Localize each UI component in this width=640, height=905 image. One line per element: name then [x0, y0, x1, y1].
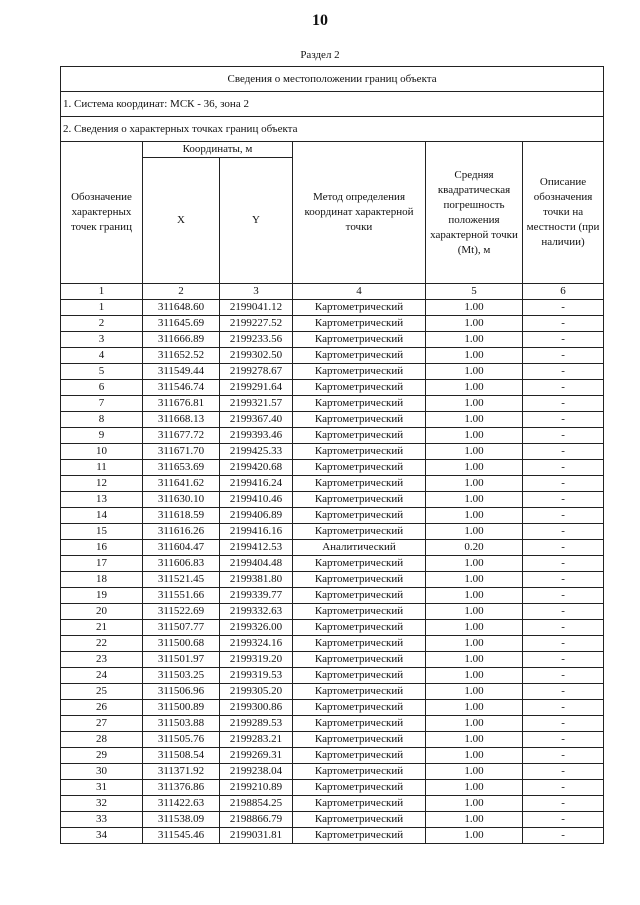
y-coordinate-cell: 2199291.64 [220, 380, 293, 396]
method-cell: Картометрический [293, 428, 426, 444]
header-y: Y [220, 158, 293, 284]
accuracy-cell: 1.00 [426, 572, 523, 588]
x-coordinate-cell: 311666.89 [143, 332, 220, 348]
y-coordinate-cell: 2199410.46 [220, 492, 293, 508]
description-cell: - [523, 588, 604, 604]
point-number-cell: 17 [61, 556, 143, 572]
y-coordinate-cell: 2199321.57 [220, 396, 293, 412]
method-cell: Картометрический [293, 316, 426, 332]
table-row [61, 540, 604, 556]
accuracy-cell: 1.00 [426, 508, 523, 524]
x-coordinate-cell: 311551.66 [143, 588, 220, 604]
points-heading: 2. Сведения о характерных точках границ объекта [61, 117, 604, 142]
method-cell: Картометрический [293, 396, 426, 412]
method-cell: Картометрический [293, 812, 426, 828]
point-number-cell: 33 [61, 812, 143, 828]
accuracy-cell: 1.00 [426, 364, 523, 380]
table-row [61, 300, 604, 316]
point-number-cell: 6 [61, 380, 143, 396]
method-cell: Картометрический [293, 588, 426, 604]
x-coordinate-cell: 311668.13 [143, 412, 220, 428]
x-coordinate-cell: 311676.81 [143, 396, 220, 412]
point-number-cell: 34 [61, 828, 143, 844]
point-number-cell: 21 [61, 620, 143, 636]
method-cell: Картометрический [293, 380, 426, 396]
y-coordinate-cell: 2199233.56 [220, 332, 293, 348]
accuracy-cell: 1.00 [426, 764, 523, 780]
accuracy-cell: 1.00 [426, 732, 523, 748]
table-row [61, 428, 604, 444]
table-row [61, 652, 604, 668]
point-number-cell: 23 [61, 652, 143, 668]
description-cell: - [523, 716, 604, 732]
method-cell: Картометрический [293, 620, 426, 636]
accuracy-cell: 1.00 [426, 684, 523, 700]
point-number-cell: 30 [61, 764, 143, 780]
point-number-cell: 22 [61, 636, 143, 652]
accuracy-cell: 1.00 [426, 556, 523, 572]
description-cell: - [523, 796, 604, 812]
table-row [61, 748, 604, 764]
accuracy-cell: 1.00 [426, 796, 523, 812]
x-coordinate-cell: 311371.92 [143, 764, 220, 780]
accuracy-cell: 1.00 [426, 380, 523, 396]
x-coordinate-cell: 311508.54 [143, 748, 220, 764]
table-row [61, 572, 604, 588]
x-coordinate-cell: 311422.63 [143, 796, 220, 812]
table-row [61, 412, 604, 428]
point-number-cell: 26 [61, 700, 143, 716]
description-cell: - [523, 604, 604, 620]
y-coordinate-cell: 2199041.12 [220, 300, 293, 316]
y-coordinate-cell: 2199381.80 [220, 572, 293, 588]
accuracy-cell: 1.00 [426, 700, 523, 716]
x-coordinate-cell: 311653.69 [143, 460, 220, 476]
accuracy-cell: 1.00 [426, 620, 523, 636]
point-number-cell: 31 [61, 780, 143, 796]
accuracy-cell: 1.00 [426, 492, 523, 508]
point-number-cell: 19 [61, 588, 143, 604]
header-description: Описание обозначения точки на местности (при наличии) [523, 142, 604, 284]
description-cell: - [523, 396, 604, 412]
description-cell: - [523, 812, 604, 828]
accuracy-cell: 1.00 [426, 300, 523, 316]
column-number: 1 [61, 284, 143, 300]
description-cell: - [523, 556, 604, 572]
accuracy-cell: 1.00 [426, 604, 523, 620]
x-coordinate-cell: 311506.96 [143, 684, 220, 700]
x-coordinate-cell: 311538.09 [143, 812, 220, 828]
description-cell: - [523, 332, 604, 348]
table-row [61, 492, 604, 508]
table-row [61, 460, 604, 476]
y-coordinate-cell: 2199300.86 [220, 700, 293, 716]
x-coordinate-cell: 311503.25 [143, 668, 220, 684]
x-coordinate-cell: 311648.60 [143, 300, 220, 316]
y-coordinate-cell: 2199269.31 [220, 748, 293, 764]
description-cell: - [523, 764, 604, 780]
method-cell: Картометрический [293, 508, 426, 524]
point-number-cell: 1 [61, 300, 143, 316]
accuracy-cell: 1.00 [426, 748, 523, 764]
description-cell: - [523, 524, 604, 540]
x-coordinate-cell: 311500.68 [143, 636, 220, 652]
method-cell: Картометрический [293, 492, 426, 508]
method-cell: Картометрический [293, 684, 426, 700]
table-row [61, 780, 604, 796]
point-number-cell: 20 [61, 604, 143, 620]
y-coordinate-cell: 2199406.89 [220, 508, 293, 524]
y-coordinate-cell: 2199420.68 [220, 460, 293, 476]
table-row [61, 588, 604, 604]
accuracy-cell: 1.00 [426, 476, 523, 492]
table-row [61, 668, 604, 684]
table-row [61, 684, 604, 700]
table-row [61, 348, 604, 364]
accuracy-cell: 1.00 [426, 332, 523, 348]
x-coordinate-cell: 311645.69 [143, 316, 220, 332]
point-number-cell: 18 [61, 572, 143, 588]
description-cell: - [523, 428, 604, 444]
method-cell: Картометрический [293, 716, 426, 732]
description-cell: - [523, 540, 604, 556]
y-coordinate-cell: 2199367.40 [220, 412, 293, 428]
y-coordinate-cell: 2199210.89 [220, 780, 293, 796]
y-coordinate-cell: 2199412.53 [220, 540, 293, 556]
y-coordinate-cell: 2199238.04 [220, 764, 293, 780]
table-row [61, 332, 604, 348]
description-cell: - [523, 444, 604, 460]
description-cell: - [523, 348, 604, 364]
accuracy-cell: 1.00 [426, 812, 523, 828]
x-coordinate-cell: 311641.62 [143, 476, 220, 492]
accuracy-cell: 0.20 [426, 540, 523, 556]
coordinate-system: 1. Система координат: МСК - 36, зона 2 [61, 92, 604, 117]
method-cell: Картометрический [293, 556, 426, 572]
y-coordinate-cell: 2199339.77 [220, 588, 293, 604]
accuracy-cell: 1.00 [426, 348, 523, 364]
method-cell: Картометрический [293, 828, 426, 844]
x-coordinate-cell: 311606.83 [143, 556, 220, 572]
section-label: Раздел 2 [300, 49, 340, 61]
accuracy-cell: 1.00 [426, 652, 523, 668]
point-number-cell: 28 [61, 732, 143, 748]
y-coordinate-cell: 2199319.20 [220, 652, 293, 668]
table-row [61, 604, 604, 620]
y-coordinate-cell: 2199031.81 [220, 828, 293, 844]
description-cell: - [523, 572, 604, 588]
header-coordinates: Координаты, м [143, 142, 293, 158]
point-number-cell: 12 [61, 476, 143, 492]
description-cell: - [523, 412, 604, 428]
y-coordinate-cell: 2199404.48 [220, 556, 293, 572]
description-cell: - [523, 300, 604, 316]
table-row [61, 396, 604, 412]
description-cell: - [523, 492, 604, 508]
method-cell: Картометрический [293, 604, 426, 620]
point-number-cell: 7 [61, 396, 143, 412]
point-number-cell: 3 [61, 332, 143, 348]
y-coordinate-cell: 2199283.21 [220, 732, 293, 748]
point-number-cell: 2 [61, 316, 143, 332]
accuracy-cell: 1.00 [426, 780, 523, 796]
accuracy-cell: 1.00 [426, 668, 523, 684]
description-cell: - [523, 508, 604, 524]
y-coordinate-cell: 2199324.16 [220, 636, 293, 652]
description-cell: - [523, 684, 604, 700]
table-row [61, 380, 604, 396]
accuracy-cell: 1.00 [426, 460, 523, 476]
point-number-cell: 32 [61, 796, 143, 812]
point-number-cell: 29 [61, 748, 143, 764]
point-number-cell: 11 [61, 460, 143, 476]
description-cell: - [523, 668, 604, 684]
y-coordinate-cell: 2198866.79 [220, 812, 293, 828]
point-number-cell: 13 [61, 492, 143, 508]
x-coordinate-cell: 311501.97 [143, 652, 220, 668]
method-cell: Картометрический [293, 636, 426, 652]
accuracy-cell: 1.00 [426, 524, 523, 540]
column-number: 4 [293, 284, 426, 300]
x-coordinate-cell: 311503.88 [143, 716, 220, 732]
method-cell: Картометрический [293, 780, 426, 796]
method-cell: Картометрический [293, 668, 426, 684]
x-coordinate-cell: 311521.45 [143, 572, 220, 588]
x-coordinate-cell: 311677.72 [143, 428, 220, 444]
x-coordinate-cell: 311507.77 [143, 620, 220, 636]
y-coordinate-cell: 2199302.50 [220, 348, 293, 364]
accuracy-cell: 1.00 [426, 444, 523, 460]
y-coordinate-cell: 2199227.52 [220, 316, 293, 332]
x-coordinate-cell: 311616.26 [143, 524, 220, 540]
description-cell: - [523, 780, 604, 796]
header-designation: Обозначение характерных точек границ [61, 142, 143, 284]
point-number-cell: 27 [61, 716, 143, 732]
x-coordinate-cell: 311505.76 [143, 732, 220, 748]
table-row [61, 364, 604, 380]
table-title: Сведения о местоположении границ объекта [61, 67, 604, 92]
point-number-cell: 16 [61, 540, 143, 556]
method-cell: Картометрический [293, 652, 426, 668]
y-coordinate-cell: 2199326.00 [220, 620, 293, 636]
table-row [61, 732, 604, 748]
y-coordinate-cell: 2199416.16 [220, 524, 293, 540]
y-coordinate-cell: 2199305.20 [220, 684, 293, 700]
method-cell: Картометрический [293, 732, 426, 748]
x-coordinate-cell: 311618.59 [143, 508, 220, 524]
x-coordinate-cell: 311522.69 [143, 604, 220, 620]
y-coordinate-cell: 2199393.46 [220, 428, 293, 444]
y-coordinate-cell: 2198854.25 [220, 796, 293, 812]
x-coordinate-cell: 311652.52 [143, 348, 220, 364]
description-cell: - [523, 652, 604, 668]
method-cell: Картометрический [293, 348, 426, 364]
description-cell: - [523, 732, 604, 748]
method-cell: Картометрический [293, 364, 426, 380]
point-number-cell: 4 [61, 348, 143, 364]
table-row [61, 620, 604, 636]
table-row [61, 508, 604, 524]
point-number-cell: 10 [61, 444, 143, 460]
table-row [61, 316, 604, 332]
method-cell: Картометрический [293, 460, 426, 476]
method-cell: Картометрический [293, 444, 426, 460]
description-cell: - [523, 620, 604, 636]
description-cell: - [523, 316, 604, 332]
accuracy-cell: 1.00 [426, 828, 523, 844]
y-coordinate-cell: 2199416.24 [220, 476, 293, 492]
method-cell: Картометрический [293, 748, 426, 764]
x-coordinate-cell: 311546.74 [143, 380, 220, 396]
method-cell: Картометрический [293, 764, 426, 780]
table-row [61, 524, 604, 540]
header-accuracy: Средняя квадратическая погрешность положения характерной точки (Mt), м [426, 142, 523, 284]
method-cell: Картометрический [293, 476, 426, 492]
point-number-cell: 25 [61, 684, 143, 700]
x-coordinate-cell: 311604.47 [143, 540, 220, 556]
x-coordinate-cell: 311630.10 [143, 492, 220, 508]
accuracy-cell: 1.00 [426, 636, 523, 652]
description-cell: - [523, 460, 604, 476]
x-coordinate-cell: 311671.70 [143, 444, 220, 460]
column-number: 3 [220, 284, 293, 300]
x-coordinate-cell: 311376.86 [143, 780, 220, 796]
table-row [61, 764, 604, 780]
accuracy-cell: 1.00 [426, 316, 523, 332]
x-coordinate-cell: 311549.44 [143, 364, 220, 380]
page-number: 10 [312, 12, 328, 29]
point-number-cell: 15 [61, 524, 143, 540]
description-cell: - [523, 828, 604, 844]
point-number-cell: 8 [61, 412, 143, 428]
method-cell: Картометрический [293, 412, 426, 428]
boundary-points-table [60, 66, 604, 844]
method-cell: Картометрический [293, 300, 426, 316]
y-coordinate-cell: 2199425.33 [220, 444, 293, 460]
column-number: 5 [426, 284, 523, 300]
table-row [61, 700, 604, 716]
x-coordinate-cell: 311545.46 [143, 828, 220, 844]
table-row [61, 556, 604, 572]
accuracy-cell: 1.00 [426, 428, 523, 444]
method-cell: Картометрический [293, 572, 426, 588]
description-cell: - [523, 748, 604, 764]
method-cell: Аналитический [293, 540, 426, 556]
x-coordinate-cell: 311500.89 [143, 700, 220, 716]
description-cell: - [523, 476, 604, 492]
method-cell: Картометрический [293, 524, 426, 540]
method-cell: Картометрический [293, 700, 426, 716]
table-row [61, 812, 604, 828]
column-number: 2 [143, 284, 220, 300]
point-number-cell: 5 [61, 364, 143, 380]
accuracy-cell: 1.00 [426, 588, 523, 604]
accuracy-cell: 1.00 [426, 716, 523, 732]
description-cell: - [523, 700, 604, 716]
column-number: 6 [523, 284, 604, 300]
description-cell: - [523, 364, 604, 380]
method-cell: Картометрический [293, 796, 426, 812]
table-row [61, 636, 604, 652]
accuracy-cell: 1.00 [426, 396, 523, 412]
y-coordinate-cell: 2199278.67 [220, 364, 293, 380]
point-number-cell: 24 [61, 668, 143, 684]
table-row [61, 796, 604, 812]
table-row [61, 444, 604, 460]
y-coordinate-cell: 2199319.53 [220, 668, 293, 684]
description-cell: - [523, 380, 604, 396]
point-number-cell: 9 [61, 428, 143, 444]
y-coordinate-cell: 2199332.63 [220, 604, 293, 620]
y-coordinate-cell: 2199289.53 [220, 716, 293, 732]
method-cell: Картометрический [293, 332, 426, 348]
point-number-cell: 14 [61, 508, 143, 524]
table-row [61, 716, 604, 732]
header-x: X [143, 158, 220, 284]
header-method: Метод определения координат характерной точки [293, 142, 426, 284]
table-row [61, 828, 604, 844]
accuracy-cell: 1.00 [426, 412, 523, 428]
description-cell: - [523, 636, 604, 652]
table-row [61, 476, 604, 492]
